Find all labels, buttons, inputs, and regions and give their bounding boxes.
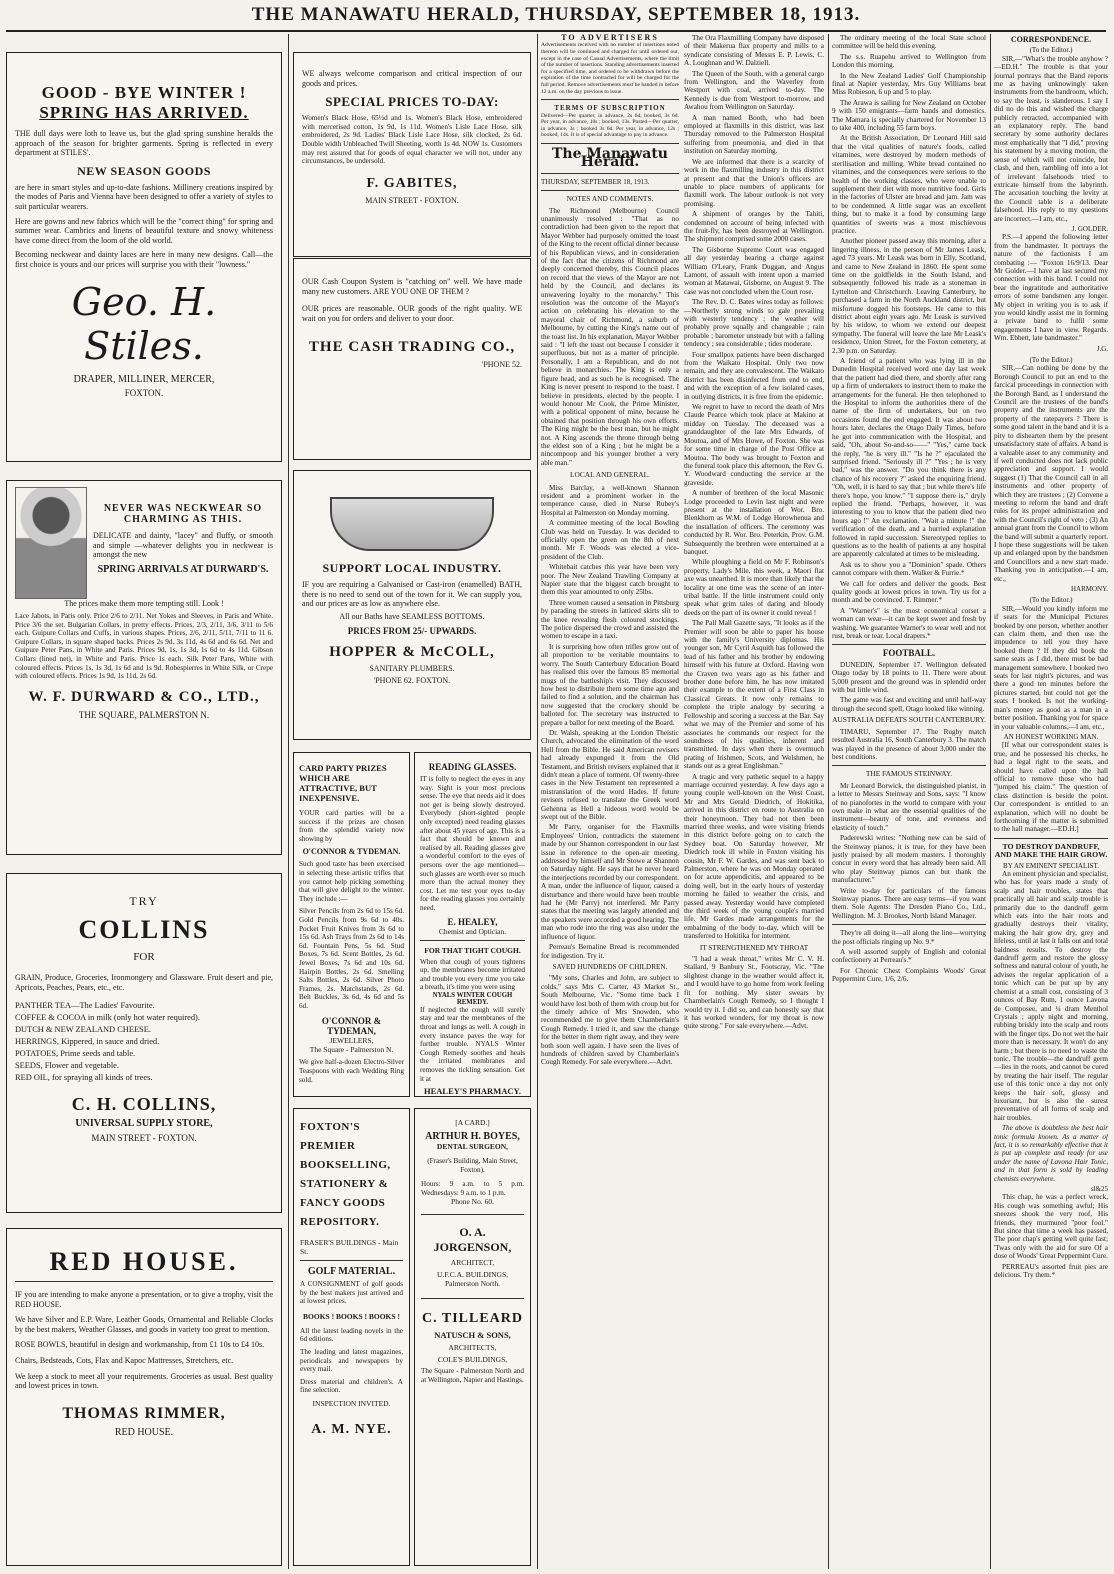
letter-signature: J.G.	[1096, 344, 1108, 353]
article-paragraph: Mr Leonard Borwick, the distinguished pianist, in a letter to Messrs Steinway and Sons, says: "I know of no pianofortes in the world to compare with your own make in what are the essential qualities of the instrument—beauty of tone, and evenness and elasticity of touch."	[832, 781, 986, 832]
cash-paragraph: OUR Cash Coupon System is "catching on" well. We have made many new customers. ARE YOU ONE OF THEM ?	[302, 277, 522, 296]
article-paragraph: We are informed that there is a scarcity of work in the flaxmilling industry in this district at present and that the Union's officers are unable to place numbers of applicants for flaxmill work. The labour outlook is not very promising.	[684, 157, 824, 208]
cough-pharmacy: HEALEY'S PHARMACY.	[424, 1086, 521, 1097]
lady-illustration	[15, 487, 87, 599]
gabites-heading: SPECIAL PRICES TO-DAY:	[325, 94, 499, 110]
cash-name: THE CASH TRADING CO.,	[308, 339, 516, 356]
column-6	[994, 34, 1108, 1564]
article-paragraph: A number of brethren of the local Masonic Lodge proceeded to Levin last night and were present at the installation of Wor. Bro. Blenkhorn as W.M. of Lodge Horowhenua and the installation of officers. The ceremony was conducted by R. Wor. Bro. Peterkin, Prov. G.M. Subsequently the brethren were entertained at a banquet.	[684, 489, 824, 556]
cash-paragraph: OUR prices are reasonable. OUR goods of the right quality. WE wait on you for orders and deliver to your door.	[302, 304, 522, 323]
gabites-intro: WE always welcome comparison and critical inspection of our goods and prices.	[302, 69, 522, 88]
article-paragraph: The s.s. Ruapehu arrived to Wellington from London this morning.	[832, 52, 986, 70]
cough-paragraph: When that cough of yours tightens up, the membranes become irritated and trouble you every time you take a breath, it's time you were using	[420, 957, 525, 992]
nye-inspection: INSPECTION INVITED.	[312, 1398, 391, 1408]
advert-code: sl&25	[1090, 1185, 1108, 1194]
hopper-prices: PRICES FROM 25/- UPWARDS.	[347, 625, 477, 636]
hopper-mccoll-advert	[293, 470, 531, 740]
jorgenson-trade: ARCHITECT,	[450, 1258, 495, 1268]
letter-signature: AN HONEST WORKING MAN.	[1003, 732, 1099, 741]
stiles-heading-1: GOOD - BYE WINTER !	[41, 83, 247, 102]
article-paragraph: A shipment of oranges by the Tahiti, condemned on account of being infected with the fruit-fly, has been destroyed at Wellington. The shipment comprised some 2000 cases.	[684, 210, 824, 244]
card-address: The Square - Palmerston N.	[309, 1045, 394, 1055]
red-house-paragraph: Chairs, Bedsteads, Cots, Flax and Kapoc Mattresses, Stretchers, etc.	[15, 1355, 234, 1365]
stiles-advert	[6, 52, 282, 462]
nye-name: A. M. NYE.	[311, 1421, 392, 1437]
to-editor: (To the Editor.)	[1029, 46, 1073, 55]
stiles-intro: THE dull days were loth to leave us, but the glad spring sunshine heralds the approach of the season for brighter garments. Spring is reflected in every department at STILES'.	[15, 129, 273, 158]
steinway-heading: THE FAMOUS STEINWAY.	[865, 769, 953, 779]
reading-paragraph: IT is folly to neglect the eyes in any way. Sight is your most precious sense. The eye that needs aid it does not get is being slowly destroyed. Everybody (short-sighted people only excepted) need reading glasses after about 45 years of age. This is a fact that should be known and realised by all. Reading glasses give a wonderful comfort to the eyes of persons over the age mentioned—such glasses are worth ever so much more than the actual money they cost. Let me test your eyes to-day for the reading glasses you certainly need.	[420, 775, 525, 912]
red-house-advert	[6, 1228, 282, 1566]
red-house-owner: THOMAS RIMMER,	[62, 1404, 226, 1422]
red-house-paragraph: ROSE BOWLS, beautiful in design and workmanship, from £1 10s to £4 10s.	[15, 1340, 265, 1350]
article-paragraph: For Chronic Chest Complaints Woods' Great Peppermint Cure, 1/6, 2/6.	[832, 966, 986, 984]
red-house-paragraph: IF you are intending to make anyone a presentation, or to give a trophy, visit the RED HOUSE.	[15, 1290, 273, 1309]
nye-address: FRASER'S BUILDINGS - Main St.	[300, 1238, 399, 1256]
stiles-heading-3: NEW SEASON GOODS	[77, 163, 211, 178]
column-5	[832, 34, 986, 1564]
reading-trade: Chemist and Optician.	[438, 926, 507, 936]
article-paragraph: The Richmond (Melbourne) Council unanimously resolved : "That as no contradiction had been given to the report that Mayor Webber had purposely omitted the toast of the King to the recent official dinner because of his Republican views, and in consideration of the fact that the citizens of Richmond are deeply concerned thereby, this Council places on record that the views of the Mayor are not held by the Council, and declares its unwavering loyalty to the monarchy." This resolution was the outcome of the Mayor's action on celebrating his elevation to the mayoral chair of Richmond, a suburb of Melbourne, by cutting the King's name out of the toast list. In his explanation, Mayor Webber said : "I left the toast out because I consider it superfluous, but not as a matter of principle. Personally, I am a Republican, and do not believe in monarchies. The King is only a figure head, and as such he is recognised. The King is never present to respond to the toast. I believe in presidents, elected by the people. I would honour Mr Cook, the Prime Minister, with a political opponent of mine, because he obtained that position through his own efforts. The King might be the best man, but he might not. A King ascends the throne through being the eldest son of a King ; but he might be a nincompoop and his younger brother a very able man."	[541, 206, 679, 467]
article-paragraph: The Ora Flaxmilling Company have disposed of their Makerua flax property and mills to a syndicate consisting of Messrs E. P. Lewis, C. A. Loughnan and W. Dalziell.	[684, 34, 824, 68]
collins-name: COLLINS	[78, 915, 210, 944]
collins-address: MAIN STREET - FOXTON.	[91, 1133, 197, 1144]
cash-phone: 'PHONE 52.	[481, 360, 522, 370]
collins-advert	[6, 873, 282, 1213]
article-paragraph: They're all doing it—all along the line—worrying the post officials ringing up No. 9.*	[832, 929, 986, 946]
oconnor-tydeman-advert	[293, 752, 410, 1097]
article-paragraph: The Pall Mall Gazette says, "It looks as if the Premier will soon be able to paper his house with the family's University diplomas. His younger son, Mr Cyril Asquith has followed the lead of his father and his brother by endowing himself with his future at Oxford. Having won the Craven two years ago as his father and brother done before him, he has now imitated their example to the extent of a First Class in Classical Greats. It now only remains to complete the triple analogy by securing a Fellowship and scoring a success at the Bar. Say what we may of the Premier and some of his associates he commands our respect for the soundness of his qualities, inherent and transmitted. In days when there is overmuch prating of Irishmen, Scots, and Welshmen, he stands out as a great Englishman."	[684, 619, 824, 771]
bath-illustration	[330, 497, 494, 551]
verse: This chap, he was a perfect wreck, His cough was something awful; His sneezes shook the very roof, His friends, they murmured "poor fool." But since that time a week has passed, The poor chap's getting well quite fast; 'Twas only with the aid for sure Of a dose of Woods' Great Peppermint Cure.	[994, 1193, 1108, 1261]
card-price-list: Silver Pencils from 2s 6d to 15s 6d. Gold Pencils from 9s 6d to 40s. Pocket Fruit Knives from 3s 6d to 15s 6d. Ash Trays from 2s 6d to 14s 6d. Fountain Pens, 5s 6d. Stud Boxes, 7s 6d. Scent Bottles, 2s 6d. Jewel Boxes, 7s 6d and 10s 6d. Hairpin Bottles, 2s 6d. Smelling Salts Bottles, 2s 6d. Silver Photo Frames, 2s. Matchstands, 2s 6d. Belt Buckles, 3s 6d, 4s 6d and 5s 6d.	[299, 907, 404, 1010]
durward-price-list: Lace Jabots, in Paris only. Price 2/6 to 2/11. Net Yokes and Sleeves, in Paris and White. Price 3/6 the set. Bulgarian Collars, in pretty effects. Prices, 2/3, 2/11, 3/6, 3/11 to 5/6 each. Guipure Collars and Cuffs, in various shapes. Prices, 2/6, 2/11, 5/11, 7/11 to 11 6. Guipure Collars, in square shaped backs. Prices 2s 9d, 3s 11d, 4s 6d and 6s 6d. Net and Guipure Peter Pans, in White and Paris. Prices 9d, 1s, 1s 3d, 1s 6d to 4s 11d. Gibson Collars (lined net), in White and Paris. Price 1s each. Silk Peter Pans, White with coloured effects. Prices 1s, 1s 3d, 1s 6d and 1s 9d. Robespierres in White Silk, or Crepe with coloured effects. Prices 1s 9d, 1s 11d, 2s 6d.	[15, 612, 273, 681]
tilleard-name-2: NATUSCH & SONS,	[434, 1330, 511, 1341]
boyes-hours: Hours: 9 a.m. to 5 p.m. Wednesdays: 9 a.m. to 1 p.m.	[421, 1180, 524, 1197]
article-paragraph: "I had a weak throat," writes Mr C. V. H. Stallard, 9 Banbury St., Footscray, Vic. "The slightest change in the weather would affect it, and I would have to go home from work feeling fit for nothing. My sister swears by Chamberlain's Cough Remedy, so I thought I would try it. I did so, and can honestly say that it has worked wonders, for my throat is now quite strong." For sale everywhere.—Advt.	[684, 955, 824, 1031]
durward-name: W. F. DURWARD & CO., LTD.,	[28, 688, 260, 705]
reading-heading: READING GLASSES.	[428, 762, 517, 772]
column-rule	[828, 34, 829, 1569]
hopper-baths-note: All our Baths have SEAMLESS BOTTOMS.	[339, 611, 485, 621]
hopper-trade: SANITARY PLUMBERS.	[369, 663, 455, 673]
hopper-paragraph: IF you are requiring a Galvanised or Cast-iron (enamelled) BATH, there is no need to send out of the town for it. We can supply you, and our prices are as low as anywhere else.	[302, 580, 522, 609]
tilleard-building: COLE'S BUILDINGS,	[437, 1355, 508, 1365]
stiles-trade: DRAPER, MILLINER, MERCER,	[73, 373, 215, 385]
tilleard-address: The Square - Palmerston North and at Wellington, Napier and Hastings.	[421, 1367, 524, 1384]
red-house-title: RED HOUSE.	[49, 1247, 239, 1276]
collins-item: RED OIL, for spraying all kinds of trees.	[15, 1073, 153, 1083]
card-name: O'CONNOR & TYDEMAN,	[321, 1016, 382, 1037]
durward-prices-note: The prices make them more tempting still. Look !	[64, 599, 224, 608]
saved-heading: SAVED HUNDREDS OF CHILDREN.	[552, 962, 668, 971]
subscription-terms: Delivered—Per quarter, in advance, 2s 6d, booked, 3s 6d. Per year, in advance, 10s ; booked, 13s. Posted—Per quarter, in advance, 3s ; booked 3s 6d. Per year, in advance, 12s ; booked, 14s. It is of special advantage to pay in advance.	[541, 112, 679, 139]
article-paragraph: A "Warner's" is the most economical corset a woman can wear—it can be kept sweet and fresh by washing. We guarantee Warner's to wear well and not rust, break or tear. Local drapers.*	[832, 606, 986, 641]
collins-item: POTATOES, Prime seeds and table.	[15, 1049, 136, 1059]
article-paragraph: The Rev. D. C. Bates wires today as follows:—Northerly strong winds to gale prevailing with westerly tendency ; the weather will probably prove squally and changeable ; rain probable ; barometer unsteady but with a falling tendency ; sea considerable ; tides moderate.	[684, 298, 824, 349]
nye-advert	[293, 1108, 410, 1566]
nye-paragraph: The leading and latest magazines, periodicals and newspapers by every mail.	[300, 1347, 403, 1374]
article-paragraph: A well assorted supply of English and colonial confectionery at Perreau's.*	[832, 948, 986, 965]
letter-signature: HARMONY.	[1070, 585, 1108, 593]
nye-paragraph: All the latest leading novels in the 6d editions.	[300, 1326, 403, 1344]
article-paragraph: We call for orders and deliver the goods. Best quality goods at lowest prices in town. Try us for a month and be convinced. T. Rimmer.*	[832, 579, 986, 605]
column-rule	[537, 34, 538, 1569]
stiles-signature: Geo. H. Stiles.	[71, 279, 217, 368]
article-paragraph: P.S.—I append the following letter from the bandmaster. It portrays the nature of the factionists I am combating :— "Foxton 16/9/13. Dear Mr Golder.—I have at last secured my connection with this band. I could not bear the ingratitude and authoritative errors of some bandsmen any longer. My object in writing you is to ask if you would kindly assist me in forming a private band to fulfil some engagements I have in view. Regards. Wm. Ebbett, late bandmaster."	[994, 233, 1108, 343]
article-paragraph: While ploughing a field on Mr F. Robinson's property, Lady's Mile, this week, a Maori flat axe was unearthed. It is more than likely that the locality at one time was the scene of an inter-tribal battle. If the little instrument could only speak what grim tales of daring and bloody deeds on the part of its owner it could reveal !	[684, 558, 824, 617]
football-heading: FOOTBALL.	[882, 648, 936, 659]
article-paragraph: PERREAU's assorted fruit pies are delicious. Try them.*	[994, 1262, 1108, 1280]
collins-for: FOR	[133, 951, 155, 963]
durward-intro: DELICATE and dainty, "lacey" and fluffy, or smooth and simple —whatever delights you in neckwear is amongst the new	[93, 531, 273, 560]
card-trade: JEWELLERS,	[329, 1036, 374, 1046]
collins-item: DUTCH & NEW ZEALAND CHEESE.	[15, 1025, 151, 1035]
article-paragraph: Write to-day for particulars of the famous Steinway pianos. There are easy terms—if you want them. Sole Agents: The Dresden Piano Co., Ltd., Wellington. M. J. Brookes, North Island Manager.	[832, 886, 986, 920]
letter-signature: J. GOLDER.	[1071, 224, 1108, 233]
article-paragraph: SIR,—Can nothing be done by the Borough Council to put an end to the farcical proceedings in connection with the Borough Band, as I understand the Council are the trustees of the band's property and the instruments are the property of the ratepayers ? There is some good talent in the band and it is a pity to dishearten them by the present unsatisfactory state of affairs. A band is a valuable asset to any community and if well conducted does not lack public appreciation and support. I would suggest (1) That the Council call in all instruments and other property of which they are trustees ; (2) Convene a meeting to reform the band and draft rules for its proper administration and with the Council's right of veto ; (3) An annual grant from the Council to whom the band will submit a quarterly report. I hope these suggestions will be taken up and enlarged upon by the bandsmen and Councillors and a new start made. Thanking you in anticipation.—I am, etc.,	[994, 364, 1108, 583]
hopper-heading: SUPPORT LOCAL INDUSTRY.	[322, 561, 502, 575]
article-paragraph: It is surprising how often trifles grow out of all proportion to be veritable mountains to worry. The South Canterbury Education Board has realised this over the famous 85 memorial mugs of the battleship's visit. They discussed how best to distribute them some time ago and failed to find a solution, and the chairman has now suggested that the crockery should be balloted for. The secretary was instructed to prepare a ballot for next meeting of the Board.	[541, 642, 679, 727]
cough-heading: FOR THAT TIGHT COUGH.	[424, 945, 521, 955]
article-paragraph: We regret to have to record the death of Mrs Claude Pearce which took place at Makino at midday on Tuesday. The deceased was a granddaughter of the late Mrs Edwards, of Moutoa, and of Mrs Howe, of Foxton. She was for some time in charge of the Post Office at Moutoa. The body was brought to Foxton and the funeral took place this afternoon, the Rev G. Y. Woodward conducting the service at the graveside.	[684, 403, 824, 487]
article-paragraph: The above is doubtless the best hair tonic formula known. As a matter of fact, it is so remarkably effective that it is put up complete and ready for use under the name of Lavona Hair Tonic, and in that form is sold by leading chemists everywhere.	[994, 1124, 1108, 1183]
column-4	[684, 34, 824, 1564]
advertisers-notice: Advertisements received with no number of insertions noted thereon will be continued and charged for until ordered out, except in the case of Casual Advertisements, where the limit of the number of insertions. Standing advertisements inserted for a specified time, and ordered to be withdrawn before the expiration of the time contracted for will be charged for the full period. Remove advertisements must be handed in before 12 a.m. on the day previous to issue.	[541, 42, 679, 95]
nye-books: BOOKS ! BOOKS ! BOOKS !	[303, 1311, 400, 1321]
article-paragraph: Mr Parry, organiser for the Flaxmills Employees' Union, contradicts the statement made by our Shannon correspondent in our last issue in reference to the open-air meeting, addressed by himself and Mr Stowe at Shannon on Saturday night. He says that he never heard the interjections recorded by our correspondent. A man, under the influence of liquor, caused a disturbance and there would have been trouble had he (Mr Parry) not interfered. Mr Parry states that the meeting was largely attended and the speakers were accorded a good hearing. The man who rode into the ring was also under the influence of liquor.	[541, 823, 679, 941]
red-house-paragraph: We have Silver and E.P. Ware, Leather Goods, Ornamental and Reliable Clocks by the best makers, Weather Glasses, and goods in variety too great to mention.	[15, 1315, 273, 1334]
column-rule	[288, 34, 289, 1569]
article-paragraph: A man named Booth, who had been employed at flaxmills in this district, was last Thursday removed to the Palmerston Hospital suffering from pneumonia, and died in that institution on Saturday morning.	[684, 113, 824, 156]
nye-paragraph: Dress material and children's. A fine selection.	[300, 1377, 403, 1395]
collins-firm: C. H. COLLINS,	[71, 1094, 217, 1115]
article-paragraph: In the New Zealand Ladies' Golf Championship final at Napier yesterday, Mrs Guy Williams beat Miss Robieson, 6 up and 5 to play.	[832, 71, 986, 97]
correspondence-heading: CORRESPONDENCE.	[1010, 35, 1092, 44]
to-editor: (To the Editor.)	[1029, 596, 1073, 605]
australia-heading: AUSTRALIA DEFEATS SOUTH CANTERBURY.	[832, 715, 986, 725]
article-paragraph: The Gisborne Supreme Court was engaged all day yesterday hearing a charge against William O'Leary, Frank Duggan, and Angus Lamont, of assault with intent upon a married woman at Matawai, Gisborne, on August 9. The case was not concluded when the Court rose.	[684, 245, 824, 296]
professional-cards	[414, 1108, 531, 1566]
column-3	[541, 34, 679, 1564]
cough-remedy: NYALS WINTER COUGH REMEDY.	[432, 991, 513, 1006]
local-heading: LOCAL AND GENERAL.	[570, 470, 650, 480]
card-paragraph: Such good taste has been exercised in selecting these artistic trifles that you cannot help picking something that will give delight to the winner. They include :—	[299, 860, 404, 903]
durward-advert	[6, 480, 282, 855]
nye-paragraph: A CONSIGNMENT of golf goods by the best makers just arrived and at lowest prices.	[300, 1280, 403, 1306]
collins-intro: GRAIN, Produce, Groceries, Ironmongery and Glassware. Fruit desert and pie, Apricots, Peaches, Pears, etc., etc.	[15, 973, 273, 992]
collins-item: HERRINGS, Kippered, in sauce and dried.	[15, 1037, 160, 1047]
column-rule	[990, 34, 991, 1569]
article-paragraph: The Queen of the South, with a general cargo from Wellington, and the Waverley from Westport with coal, arrived to-day. The Kennedy is due from Westport to-morrow, and Awahou from Wellington on Saturday.	[684, 69, 824, 112]
cash-trading-advert	[293, 258, 531, 460]
jorgenson-address: U.F.C.A. BUILDINGS, Palmerston North.	[436, 1270, 509, 1289]
card-heading: CARD PARTY PRIZES WHICH ARE ATTRACTIVE, BUT INEXPENSIVE.	[299, 763, 387, 803]
card-paragraph: We give half-a-dozen Electro-Silver Teaspoons with each Wedding Ring sold.	[299, 1058, 404, 1084]
red-house-subtitle: RED HOUSE.	[114, 1426, 174, 1438]
article-paragraph: The ordinary meeting of the local State school committee will be held this evening.	[832, 34, 986, 51]
gabites-prices: Women's Black Hose, 65½d and 1s. Women's Black Hose, embroidered with mercerised cotton, 1s 9d, 1s 11d. Women's Lisle Lace Hose, silk embroidered, 2s 9d. Ladies' Black Lisle Lace Hose, silk clocked, 2s 6d. Double width Unbleached Twill Sheeting, worth 1s 4d. NOW 1s. Customers may rest assured that for goods of equal character we will not, under any circumstances, be undersold.	[302, 114, 522, 166]
stiles-heading-2: SPRING HAS ARRIVED.	[39, 103, 249, 122]
collins-item-list	[15, 1000, 273, 1084]
article-paragraph: A committee meeting of the local Bowling Club was held on Tuesday. It was decided to officially open the green on the 8th of next month. Mr F. Woods was elected a vice-president of the Club.	[541, 519, 679, 561]
nye-golf-heading: GOLF MATERIAL.	[307, 1266, 396, 1277]
hopper-phone: 'PHONE 62. FOXTON.	[373, 675, 451, 685]
collins-item: PANTHER TEA—The Ladies' Favourite.	[15, 1001, 155, 1011]
subscription-heading: TERMS OF SUBSCRIPTION	[554, 104, 666, 113]
stiles-town: FOXTON.	[124, 387, 164, 398]
article-paragraph: "My sons, Charles and John, are subject to colds," says Mrs C. Carter, 43 Market St., South Melbourne, Vic. "Some time back I would have lost both of them with croup but for the timely advice of Mrs Snowden, who recommended me to give them Chamberlain's Cough Remedy. I tried it, and saw the change for the better in them right away, and they were both soon well again. I have seen the lives of hundreds of children saved by Chamberlain's Cough Remedy. For sale everywhere.—Advt.	[541, 974, 679, 1067]
collins-store: UNIVERSAL SUPPLY STORE,	[75, 1118, 213, 1130]
article-paragraph: Three women caused a sensation in Pittsburg by parading the streets in latticed skirts slit to the knee revealing flesh coloured stockings. The police dispersed the crowd and assisted the women to escape in a taxi.	[541, 598, 679, 641]
to-editor: (To the Editor.)	[1029, 356, 1073, 365]
article-paragraph: Perreau's Bernaline Bread is recommended for indigestion. Try it.	[541, 943, 679, 960]
article-paragraph: Four smallpox patients have been discharged from the Waikato Hospital. Only two now remain, and they are convalescent. The Waikato district has been disinfected from end to end, and with the exception of a few isolated cases, in outlying districts, it is free from the epidemic.	[684, 350, 824, 401]
stiles-paragraph: Becoming neckwear and dainty laces are here in many new designs. Call—the first choice is yours and our prices will surprise you with their "lowness."	[15, 250, 273, 269]
boyes-phone: Phone No. 60.	[451, 1197, 494, 1207]
article-paragraph: Dr. Walsh, speaking at the London Theistic Church, advocated the elimination of the word Hell from the Bible. He said American revisers had already expunged it from the Old Testament, and British revisers explained that it didn't mean a place of torment. Of twenty-three cases in the New Testament ten represented a mistranslation of the word Hades. If future revisers refused to translate the Greek word Gehenna as Hell a hideous word would be swept out of the Bible.	[541, 728, 679, 821]
durward-address: THE SQUARE, PALMERSTON N.	[78, 709, 210, 720]
article-paragraph: At the British Association, Dr Leonard Hill said that the vital qualities of nature's foods, called vitamines, were destroyed by modern methods of sterilisation and milling. White bread contained no vitamines, and the consequences were serious to the health of the working classes, who were unable to supplement their diet with more nutritive food. Girls in the factories of Ulster ate bread and jam. Jam was to be condemned. A little sugar was an excellent thing, but to make it a food by consuming large quantities of sweets was a most mischievous practice.	[832, 134, 986, 235]
durward-heading-2: SPRING ARRIVALS AT DURWARD'S.	[97, 563, 269, 575]
cough-paragraph: If neglected the cough will surely stay and tear the membranes of the throat and lungs as well. A cough in every instance paves the way for further trouble. NYALS Winter Cough Remedy soothes and heals the irritated membranes and removes the tickling sensation. Get it at	[420, 1005, 525, 1083]
stiles-paragraph: are here in smart styles and up-to-date fashions. Millinery creations inspired by the modes of Paris and Vienna have been designed to offer a variety of styles to suit particular wearers.	[15, 182, 273, 211]
article-paragraph: DUNEDIN, September 17. Wellington defeated Otago today by 18 points to 11. There were about 5,000 present and the ground was in splendid order with but little wind.	[832, 660, 986, 695]
strengthened-heading: IT STRENGTHENED MY THROAT	[699, 943, 809, 952]
article-paragraph: A tragic and very pathetic sequel to a happy marriage occurred yesterday. A few days ago a young couple well-known on the West Coast, Mr and Mrs Gerald Diedrich, of Hokitika, arrived in this district en route to Australia on their honeymoon. They had not then been married three weeks, and were visiting friends in this district before going on to catch the Sydney boat. On Saturday however, Mr Diedrich took ill while in Foxton visiting his cousin, Mr F. W. Gardes, and was sent back to Palmerston, where he was on Monday operated on for acute appendicitis, and appeared to be doing well, but in the early hours of yesterday morning he failed to weather the crisis, and passed away. Yesterday would have completed the third week of the young couple's married life. Mr Gardes made arrangements for the embalming of the body to-day, which will be transferred to Hokitika for interment.	[684, 772, 824, 941]
article-paragraph: Ask us to show you a "Dominion" spade. Others cannot compare with them. Walker & Furrie.*	[832, 560, 986, 578]
card-paragraph: YOUR card parties will be a success if the prizes are chosen from the splendid variety now showing by	[299, 809, 404, 843]
red-house-paragraph: We keep a stock to meet all your requirements. Groceries as usual. Best quality and lowest prices in town.	[15, 1371, 273, 1391]
boyes-card-label: [A CARD.]	[455, 1118, 490, 1127]
boyes-trade: DENTAL SURGEON,	[436, 1142, 509, 1151]
gabites-name: F. GABITES,	[366, 175, 458, 191]
jorgenson-name: O. A. JORGENSON,	[433, 1225, 512, 1255]
article-paragraph: Another pioneer passed away this morning, after a lingering illness, in the person of Mr James Leask, aged 73 years. Mr Leask was born in Elly, Scotland, and came to New Zealand in 1860. He spent some time on the goldfields in the South Island, and subsequently followed his trade as a stoneman in Lyttelton and Christchurch. Leaving Canterbury, he purchased a farm in the North Auckland district, but misfortune dogged his footsteps. He came to this district about eight years ago. Mr Leask is survived by his widow, to whom we extend our deepest sympathy. The funeral will leave the late Mr Leask's residence, Union Street, for the Foxton cemetery, at 2.30 p.m. on Saturday.	[832, 237, 986, 355]
article-paragraph: An eminent physician and specialist, who has for years made a study of scalp and hair troubles, states that practically all hair and scalp trouble is primarily due to the dandruff germ which eats into the hair roots and gradually destroys their vitality, making the hair grow dry, grey and lifeless, until at last it falls out and total baldness results. To destroy the dandruff germ and restore the glossy softness and natural colour of youth, he advises the regular application of a tonic which can be put up by any chemist at a small cost, consisting of 3 ounces of Bay Rum, 1 ounce Lavona de Composee, and ¼ dram Menthol Crystals ; apply night and morning, rubbing briskly into the scalp and roots with the finger tips. Do not wet the hair more than is necessary. It won't do any harm ; but there is no need to waste the tonic. The trouble—the dandruff germ—lies in the roots, and cannot be cured by treating the hair itself. The regular use of this tonic once a day not only keeps the hair soft, glossy and luxuriant, but is also the surest preventative of all forms of scalp and hair troubles.	[994, 870, 1108, 1122]
stiles-paragraph: Here are gowns and new fabrics which will be the "correct thing" for spring and summer wear. Cambrics and linens of beautiful texture and snowy whiteness have come direct from the loom of the old world.	[15, 216, 273, 245]
card-firm: O'CONNOR & TYDEMAN.	[302, 847, 401, 857]
collins-item: SEEDS, Flower and vegetable.	[15, 1061, 119, 1071]
dandruff-byline: BY AN EMINENT SPECIALIST.	[1003, 861, 1099, 870]
article-paragraph: The Arawa is sailing for New Zealand on October 9 with 150 emigrants—farm hands and domestics. The Mamara is specially chartered for November 13 to take 400, including 55 farm boys.	[832, 98, 986, 133]
article-paragraph: Whitebait catches this year have been very poor. The New Zealand Trawling Company at Napier state that the biggest catch brought to them this year amounted to only 25lbs.	[541, 563, 679, 597]
article-paragraph: SIR,—Would you kindly inform me if seats for the Municipal Pictures booked by one person, whether another can claim them, and then use the impudence to tell you they have booked them ? If they did book the same seats as I did, there must be bad management somewhere. I booked two seats for last night's pictures, and was there a good ten minutes before the pictures started, but could not get the seats I booked. Is not the working-man's money as good as a man in a better position. Thanking you for space in your valuable columns,—I am, etc.,	[994, 604, 1108, 731]
article-paragraph: TIMARU, September 17. The Rugby match resulted Australia 16, South Canterbury 3. The match was played in the presence of about 3,000 under the best conditions.	[832, 727, 986, 761]
boyes-address: (Fraser's Building, Main Street, Foxton).	[427, 1157, 518, 1174]
gabites-address: MAIN STREET - FOXTON.	[365, 195, 459, 205]
advertisers-heading: TO ADVERTISERS	[561, 34, 659, 42]
masthead: THE MANAWATU HERALD, THURSDAY, SEPTEMBER 18, 1913.	[6, 4, 1106, 32]
tilleard-trade: ARCHITECTS,	[448, 1343, 497, 1353]
reading-name: E. HEALEY,	[447, 916, 498, 927]
tilleard-name: C. TILLEARD	[422, 1311, 523, 1327]
collins-item: COFFEE & COCOA in milk (only hot water required).	[15, 1013, 200, 1023]
article-paragraph: Miss Barclay, a well-known Shannon resident and a prominent worker in the temperance cause, died in Nurse Rubey's Hospital at Palmerston on Monday morning.	[541, 483, 679, 517]
collins-try: TRY	[129, 894, 159, 908]
dandruff-heading: TO DESTROY DANDRUFF, AND MAKE THE HAIR GROW.	[994, 841, 1108, 860]
durward-heading-1: NEVER WAS NECKWEAR SO CHARMING AS THIS.	[103, 503, 263, 525]
healey-advert	[414, 752, 531, 1097]
nye-heading: FOXTON'S PREMIER BOOKSELLING, STATIONERY & FANCY GOODS REPOSITORY.	[300, 1121, 391, 1228]
article-paragraph: The game was fast and exciting and until half-way through the second spell, Otago looked like winning.	[832, 696, 986, 713]
paper-title: The Manawatu Herald.	[552, 145, 668, 171]
editor-note: [If what our correspondent states is true, and he possessed his checks, he had a legal right to the seats, and should have called upon the hall official to remove those who had "jumped his claim." The question of class distinction is beside the point. Our correspondent is entitled to an explanation, which will no doubt be forthcoming if the matter is submitted to the hall manager.—ED.H.]	[994, 741, 1108, 834]
hopper-name: HOPPER & McCOLL,	[329, 643, 495, 660]
boyes-name: ARTHUR H. BOYES,	[425, 1131, 520, 1142]
article-paragraph: A friend of a patient who was lying ill in the Dunedin Hospital received word one day last week that the patient had died there, and shortly after rang up a firm of undertakers to instruct them to make the arrangements for the funeral. He then telephoned to the Hospital to inform the authorities there of the name of the firm of undertakers, but on two occasions found the end engaged. It was about two hours later, declares the Otago Daily Times, before he got into communication with the Hospital, and said, "Oh, about So-and-so——" "Yes," came back the reply, "he is very ill." "Is he ?" ejaculated the surprised friend. "Seriously ill ?" "Yes ; he is very bad," was the answer. "Do you think there is any chance of his recovery ?" asked the enquiring friend. "Oh, well, it is hard to say that ; but while there's life there's hope, you know." "I suppose there is," dryly replied the friend. "Perhaps, however, it was interesting to you to know that the patient died two hours ago !" An exclamation. "Wait a minute !" the verification of the death, and a hurried explanation followed in rapid succession. Stereotyped replies to questions as to the health of patients at any hospital are apparently calculated at times to be misleading.	[832, 357, 986, 559]
article-paragraph: SIR,—"What's the trouble anyhow ?—ED.H." The trouble is that your journal portrays that the Band reports me as having unknowingly taken instruments from the bandroom, which, to say the least, is slanderous. I say I did no do this and wished the charge publicly retracted, accompanied with an explanatory reply. The band secretary by some authority declares most emphatically that "I did," proving his statement by a moving motion, the sense of which will not coincide, but clash, and then, rambling off into a lot of irrelevant falsehoods tried to extricate himself from the labyrinth. The accusation touching the levity at the Council table is a deliberate falsehood. His reply to my questions are incorrect.—I am, etc.,	[994, 54, 1108, 223]
issue-date: THURSDAY, SEPTEMBER 18, 1913.	[541, 177, 650, 186]
gabites-advert	[293, 52, 531, 257]
article-paragraph: Paderewski writes: "Nothing new can be said of the Steinway pianos, it is true, for they have been justly praised by all modern masters. I thoroughly concur in every word that has already been said. All who play Steinway pianos can but thank the manufacturer."	[832, 834, 986, 885]
notes-heading: NOTES AND COMMENTS.	[566, 194, 654, 204]
